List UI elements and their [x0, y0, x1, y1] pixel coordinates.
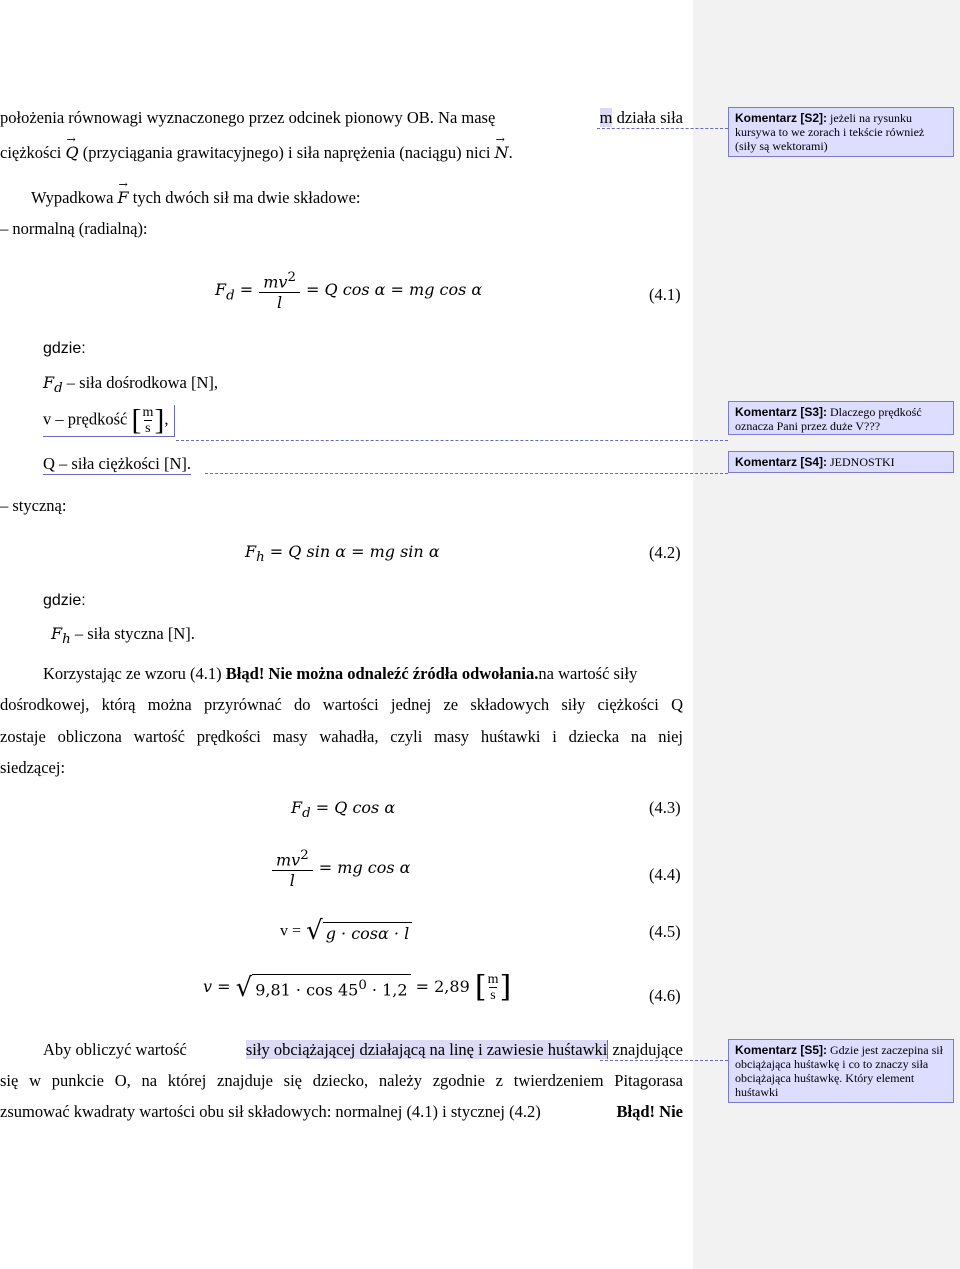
equation-4-2: $F_h = Q$ sin α = mg sin α	[245, 542, 440, 566]
equation-number: (4.5)	[649, 922, 681, 941]
highlighted-phrase[interactable]: siły obciążającej działającą na linę i zawiesie huśtawk	[245, 1040, 603, 1059]
comment-connector	[176, 440, 728, 441]
equation-number: (4.2)	[649, 543, 681, 562]
paragraph-line	[0, 108, 683, 128]
equation-4-1: $F_d$ = $\frac{mv^2}{l}$ = Q cos α = mg cos α	[215, 270, 483, 313]
text-run: działa siła	[616, 108, 683, 127]
comment-connector	[600, 1060, 728, 1061]
velocity-symbol: v	[43, 409, 52, 429]
vector-F: F →	[118, 188, 129, 207]
comment-connector	[205, 473, 728, 474]
definition-row: $F_d$ – siła dośrodkowa [N],	[43, 373, 219, 397]
equation-number: (4.6)	[649, 986, 681, 1005]
paragraph-line: siedzącej:	[0, 758, 66, 777]
list-heading-normal: – normalną (radialną):	[0, 219, 148, 238]
vector-N: N →	[495, 143, 509, 162]
highlighted-mass[interactable]: m	[599, 108, 613, 127]
paragraph-line: zostaje obliczona wartość prędkości masy wahadła, czyli masy huśtawki i dziecka na niej	[0, 727, 683, 746]
definition-row: Q – siła ciężkości [N].	[43, 454, 191, 473]
list-heading-tangent: – styczną:	[0, 496, 67, 515]
vector-Q: Q →	[66, 143, 79, 162]
where-label: gdzie:	[43, 340, 86, 357]
text-run: położenia równowagi wyznaczonego przez odcinek pionowy OB. Na masę	[0, 108, 496, 127]
equation-number: (4.3)	[649, 798, 681, 817]
equation-4-5: v = √ g · cosα · l	[280, 918, 412, 944]
paragraph-line: Aby obliczyć wartość siły obciążającej działającą na linę i zawiesie huśtawki znajdujące	[43, 1040, 683, 1059]
equation-4-3: $F_d = Q$ cos α	[291, 798, 396, 822]
equation-number: (4.4)	[649, 865, 681, 884]
equation-4-6: v = √ $9,81 \cdot \cos 45^0 \cdot 1,2$ = 2,89 [ $\frac{m}{s}$ ]	[203, 969, 512, 1005]
paragraph-line: zsumować kwadraty wartości obu sił składowych: normalnej (4.1) i stycznej (4.2) Błąd! Nie	[0, 1102, 683, 1121]
text-run: (przyciągania grawitacyjnego) i siła naprężenia (naciągu) nici	[82, 143, 491, 162]
definition-row: $F_h$ – siła styczna [N].	[51, 624, 195, 648]
equation-4-4: $\frac{mv^2}{l}$ = mg cos α	[274, 846, 410, 891]
paragraph-line	[31, 188, 361, 208]
fraction: $\frac{mv^2}{l}$	[261, 268, 298, 313]
paragraph-line: Korzystając ze wzoru (4.1) Błąd! Nie można odnaleźć źródła odwołania.na wartość siły	[43, 664, 638, 683]
equation-number: (4.1)	[649, 285, 681, 304]
comment-s4[interactable]: Komentarz [S4]: JEDNOSTKI	[728, 451, 954, 473]
paragraph-line	[0, 143, 513, 163]
text-run: .	[508, 143, 513, 162]
paragraph-line: dośrodkowej, którą można przyrównać do wartości jednej ze składowych siły ciężkości Q	[0, 695, 683, 714]
reference-error: Błąd! Nie	[616, 1102, 683, 1121]
where-label: gdzie:	[43, 592, 86, 609]
comment-s2[interactable]: Komentarz [S2]: jeżeli na rysunku kursywa to we zorach i tekście również (siły są wektorami)	[728, 107, 954, 157]
comment-s3[interactable]: Komentarz [S3]: Dlaczego prędkość oznacza Pani przez duże V???	[728, 401, 954, 435]
comment-connector	[597, 128, 728, 129]
text-run: ciężkości	[0, 143, 62, 162]
text-run: Wypadkowa	[31, 188, 114, 207]
comment-s5[interactable]: Komentarz [S5]: Gdzie jest zaczepina sił obciążająca huśtawkę i co to znaczy siła obciążająca huśtawkę. Który element huśtawki	[728, 1039, 954, 1103]
paragraph-line: się w punkcie O, na której znajduje się dziecko, należy zgodnie z twierdzeniem Pitagorasa	[0, 1071, 683, 1090]
definition-row: v – prędkość [ $\frac{m}{s}$ ],	[43, 405, 175, 437]
text-run: tych dwóch sił ma dwie składowe:	[132, 188, 361, 207]
reference-error: Błąd! Nie można odnaleźć źródła odwołania.	[225, 664, 539, 683]
